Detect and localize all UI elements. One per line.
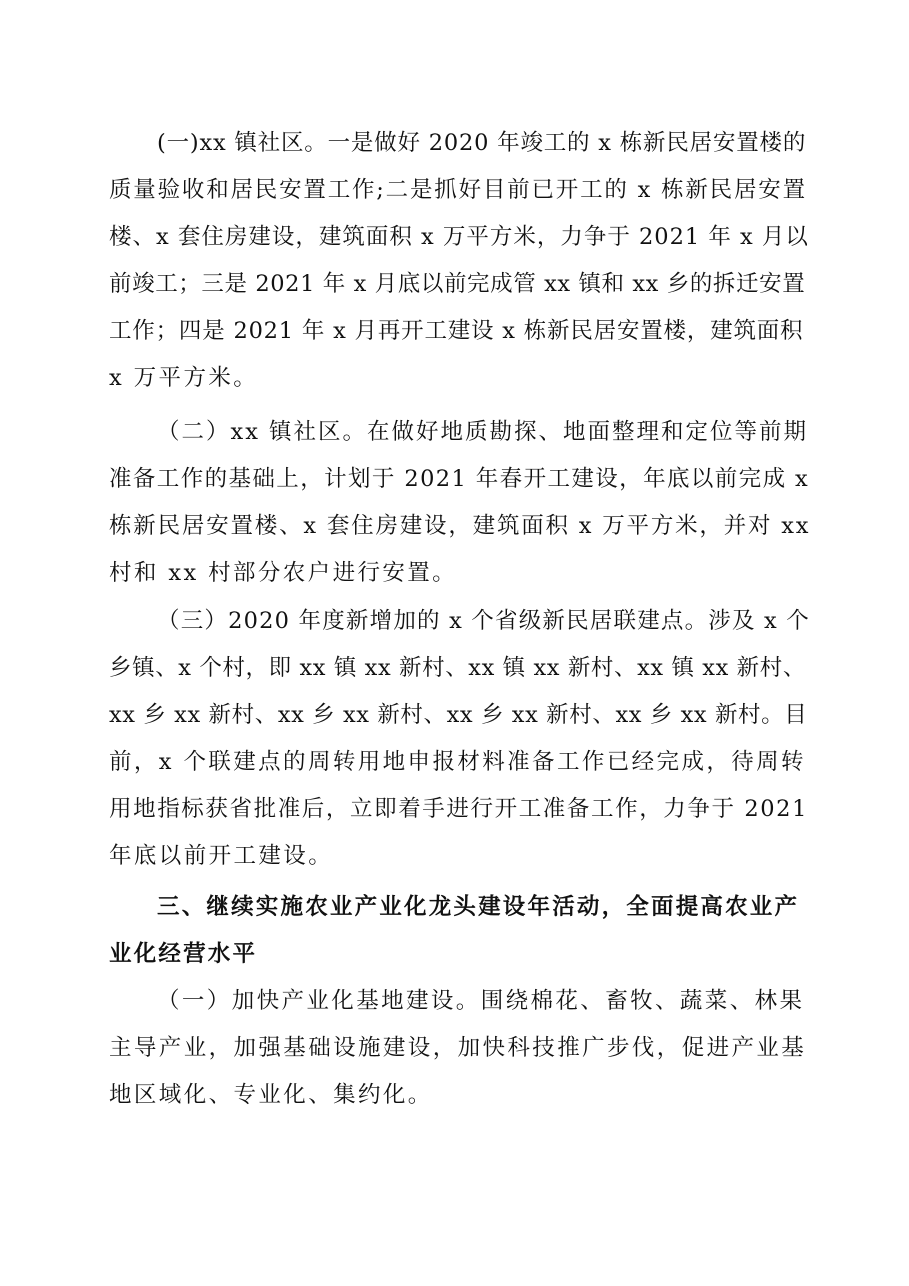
paragraph-line: 地区域化、专业化、集约化。 <box>109 1082 433 1108</box>
paragraph-line: （二）xx 镇社区。在做好地质勘探、地面整理和定位等前期 <box>157 419 809 445</box>
paragraph-line: 楼、x 套住房建设，建筑面积 x 万平方米，力争于 2021 年 x 月以 <box>109 224 809 250</box>
paragraph-line: 栋新民居安置楼、x 套住房建设，建筑面积 x 万平方米，并对 xx <box>109 513 811 539</box>
paragraph-line: xx 乡 xx 新村、xx 乡 xx 新村、xx 乡 xx 新村、xx 乡 xx 新村。目 <box>109 702 808 728</box>
paragraph-line: x 万平方米。 <box>109 365 259 391</box>
paragraph-line: 乡镇、x 个村，即 xx 镇 xx 新村、xx 镇 xx 新村、xx 镇 xx 新村、 <box>109 655 806 681</box>
paragraph-line: （一）加快产业化基地建设。围绕棉花、畜牧、蔬菜、林果 <box>157 988 805 1014</box>
paragraph-line: 质量验收和居民安置工作;二是抓好目前已开工的 x 栋新民居安置 <box>109 177 807 203</box>
paragraph-line: 主导产业，加强基础设施建设，加快科技推广步伐，促进产业基 <box>109 1035 807 1061</box>
heading-line: 三、继续实施农业产业化龙头建设年活动，全面提高农业产 <box>157 894 800 920</box>
paragraph-line: 村和 xx 村部分农户进行安置。 <box>109 560 458 586</box>
paragraph-line: 年底以前开工建设。 <box>109 843 334 869</box>
paragraph-line: 前竣工；三是 2021 年 x 月底以前完成管 xx 镇和 xx 乡的拆迁安置 <box>109 271 806 297</box>
paragraph-line: 准备工作的基础上，计划于 2021 年春开工建设，年底以前完成 x <box>109 466 810 492</box>
paragraph-line: 前，x 个联建点的周转用地申报材料准备工作已经完成，待周转 <box>109 749 806 775</box>
paragraph-line: （三）2020 年度新增加的 x 个省级新民居联建点。涉及 x 个 <box>157 608 811 634</box>
paragraph-line: 用地指标获省批准后，立即着手进行开工准备工作，力争于 2021 <box>109 796 809 822</box>
paragraph-line: (一)xx 镇社区。一是做好 2020 年竣工的 x 栋新民居安置楼的 <box>157 130 807 156</box>
paragraph-line: 工作；四是 2021 年 x 月再开工建设 x 栋新民居安置楼，建筑面积 <box>109 318 804 344</box>
heading-line: 业化经营水平 <box>109 941 258 967</box>
